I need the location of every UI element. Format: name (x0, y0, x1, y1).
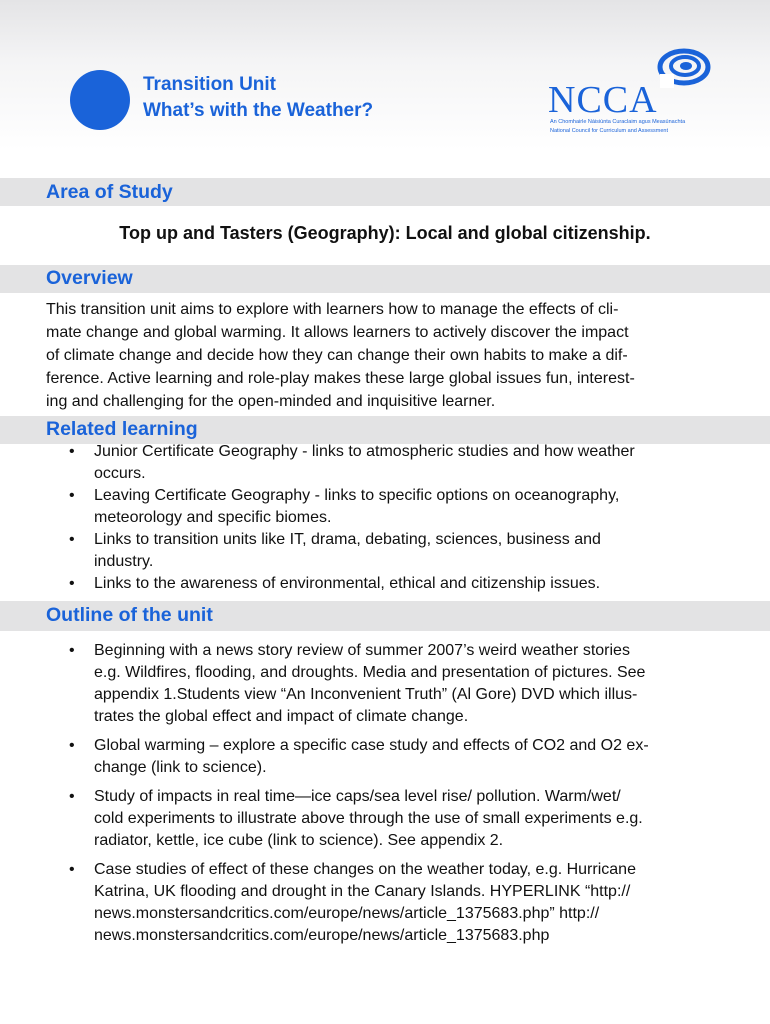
overview-line: ference. Active learning and role-play makes these large global issues fun, interest- (46, 370, 635, 387)
item-line: Junior Certificate Geography - links to atmospheric studies and how weather (94, 443, 635, 460)
list-item (46, 859, 649, 947)
item-line: e.g. Wildfires, flooding, and droughts. Media and presentation of pictures. See (94, 664, 646, 681)
item-line: Beginning with a news story review of summer 2007’s weird weather stories (94, 642, 630, 659)
item-line: Study of impacts in real time—ice caps/sea level rise/ pollution. Warm/wet/ (94, 788, 621, 805)
bullet-icon: • (69, 487, 75, 504)
overview-line: of climate change and decide how they can change their own habits to make a dif- (46, 347, 628, 364)
title-line-1: Transition Unit (143, 74, 276, 95)
item-line: news.monstersandcritics.com/europe/news/article_1375683.php” http:// (94, 905, 600, 922)
outline-heading: Outline of the unit (46, 604, 213, 626)
bullet-icon: • (69, 788, 75, 805)
item-line: industry. (94, 553, 154, 570)
title-line-2: What’s with the Weather? (143, 100, 374, 121)
bullet-icon: • (69, 861, 75, 878)
list-item (46, 640, 649, 728)
ncca-wordmark: NCCA (548, 79, 658, 121)
list-item (46, 573, 635, 595)
ncca-irish-name: An Chomhairle Náisiúnta Curaclaim agus Measúnachta (550, 119, 686, 125)
item-line: change (link to science). (94, 759, 267, 776)
item-line: Katrina, UK flooding and drought in the Canary Islands. HYPERLINK “http:// (94, 883, 631, 900)
item-line: Leaving Certificate Geography - links to specific options on oceanography, (94, 487, 620, 504)
overview-paragraph (46, 298, 736, 413)
outline-band (0, 601, 770, 631)
list-item (46, 529, 635, 573)
item-line: cold experiments to illustrate above through the use of small experiments e.g. (94, 810, 643, 827)
related-learning-list (46, 441, 635, 595)
area-of-study-heading: Area of Study (46, 181, 173, 203)
item-line: Case studies of effect of these changes on the weather today, e.g. Hurricane (94, 861, 636, 878)
item-line: Global warming – explore a specific case study and effects of CO2 and O2 ex- (94, 737, 649, 754)
bullet-icon: • (69, 443, 75, 460)
item-line: meteorology and specific biomes. (94, 509, 332, 526)
item-line: Links to transition units like IT, drama, debating, sciences, business and (94, 531, 601, 548)
list-item (46, 441, 635, 485)
bullet-icon: • (69, 642, 75, 659)
overview-line: ing and challenging for the open-minded and inquisitive learner. (46, 393, 496, 410)
blue-circle-decoration (70, 70, 130, 130)
overview-band (0, 265, 770, 293)
overview-heading: Overview (46, 267, 133, 289)
area-of-study-band (0, 178, 770, 206)
related-learning-heading: Related learning (46, 418, 198, 440)
bullet-icon: • (69, 531, 75, 548)
item-line: occurs. (94, 465, 146, 482)
list-item (46, 735, 649, 779)
overview-line: mate change and global warming. It allows learners to actively discover the impact (46, 324, 629, 341)
item-line: news.monstersandcritics.com/europe/news/article_1375683.php (94, 927, 550, 944)
list-item (46, 485, 635, 529)
list-item (46, 786, 649, 852)
item-line: appendix 1.Students view “An Inconvenient Truth” (Al Gore) DVD which illus- (94, 686, 638, 703)
ncca-logo (548, 42, 728, 142)
bullet-icon: • (69, 575, 75, 592)
ncca-swirl-icon (654, 46, 712, 88)
item-line: Links to the awareness of environmental, ethical and citizenship issues. (94, 575, 601, 592)
ncca-english-name: National Council for Curriculum and Assessment (550, 128, 668, 134)
item-line: trates the global effect and impact of climate change. (94, 708, 469, 725)
overview-line: This transition unit aims to explore with learners how to manage the effects of cli- (46, 301, 619, 318)
document-title (143, 72, 373, 124)
item-line: radiator, kettle, ice cube (link to science). See appendix 2. (94, 832, 504, 849)
area-subtitle: Top up and Tasters (Geography): Local and global citizenship. (119, 223, 651, 243)
related-learning-band (0, 416, 770, 444)
outline-list (46, 640, 649, 954)
bullet-icon: • (69, 737, 75, 754)
